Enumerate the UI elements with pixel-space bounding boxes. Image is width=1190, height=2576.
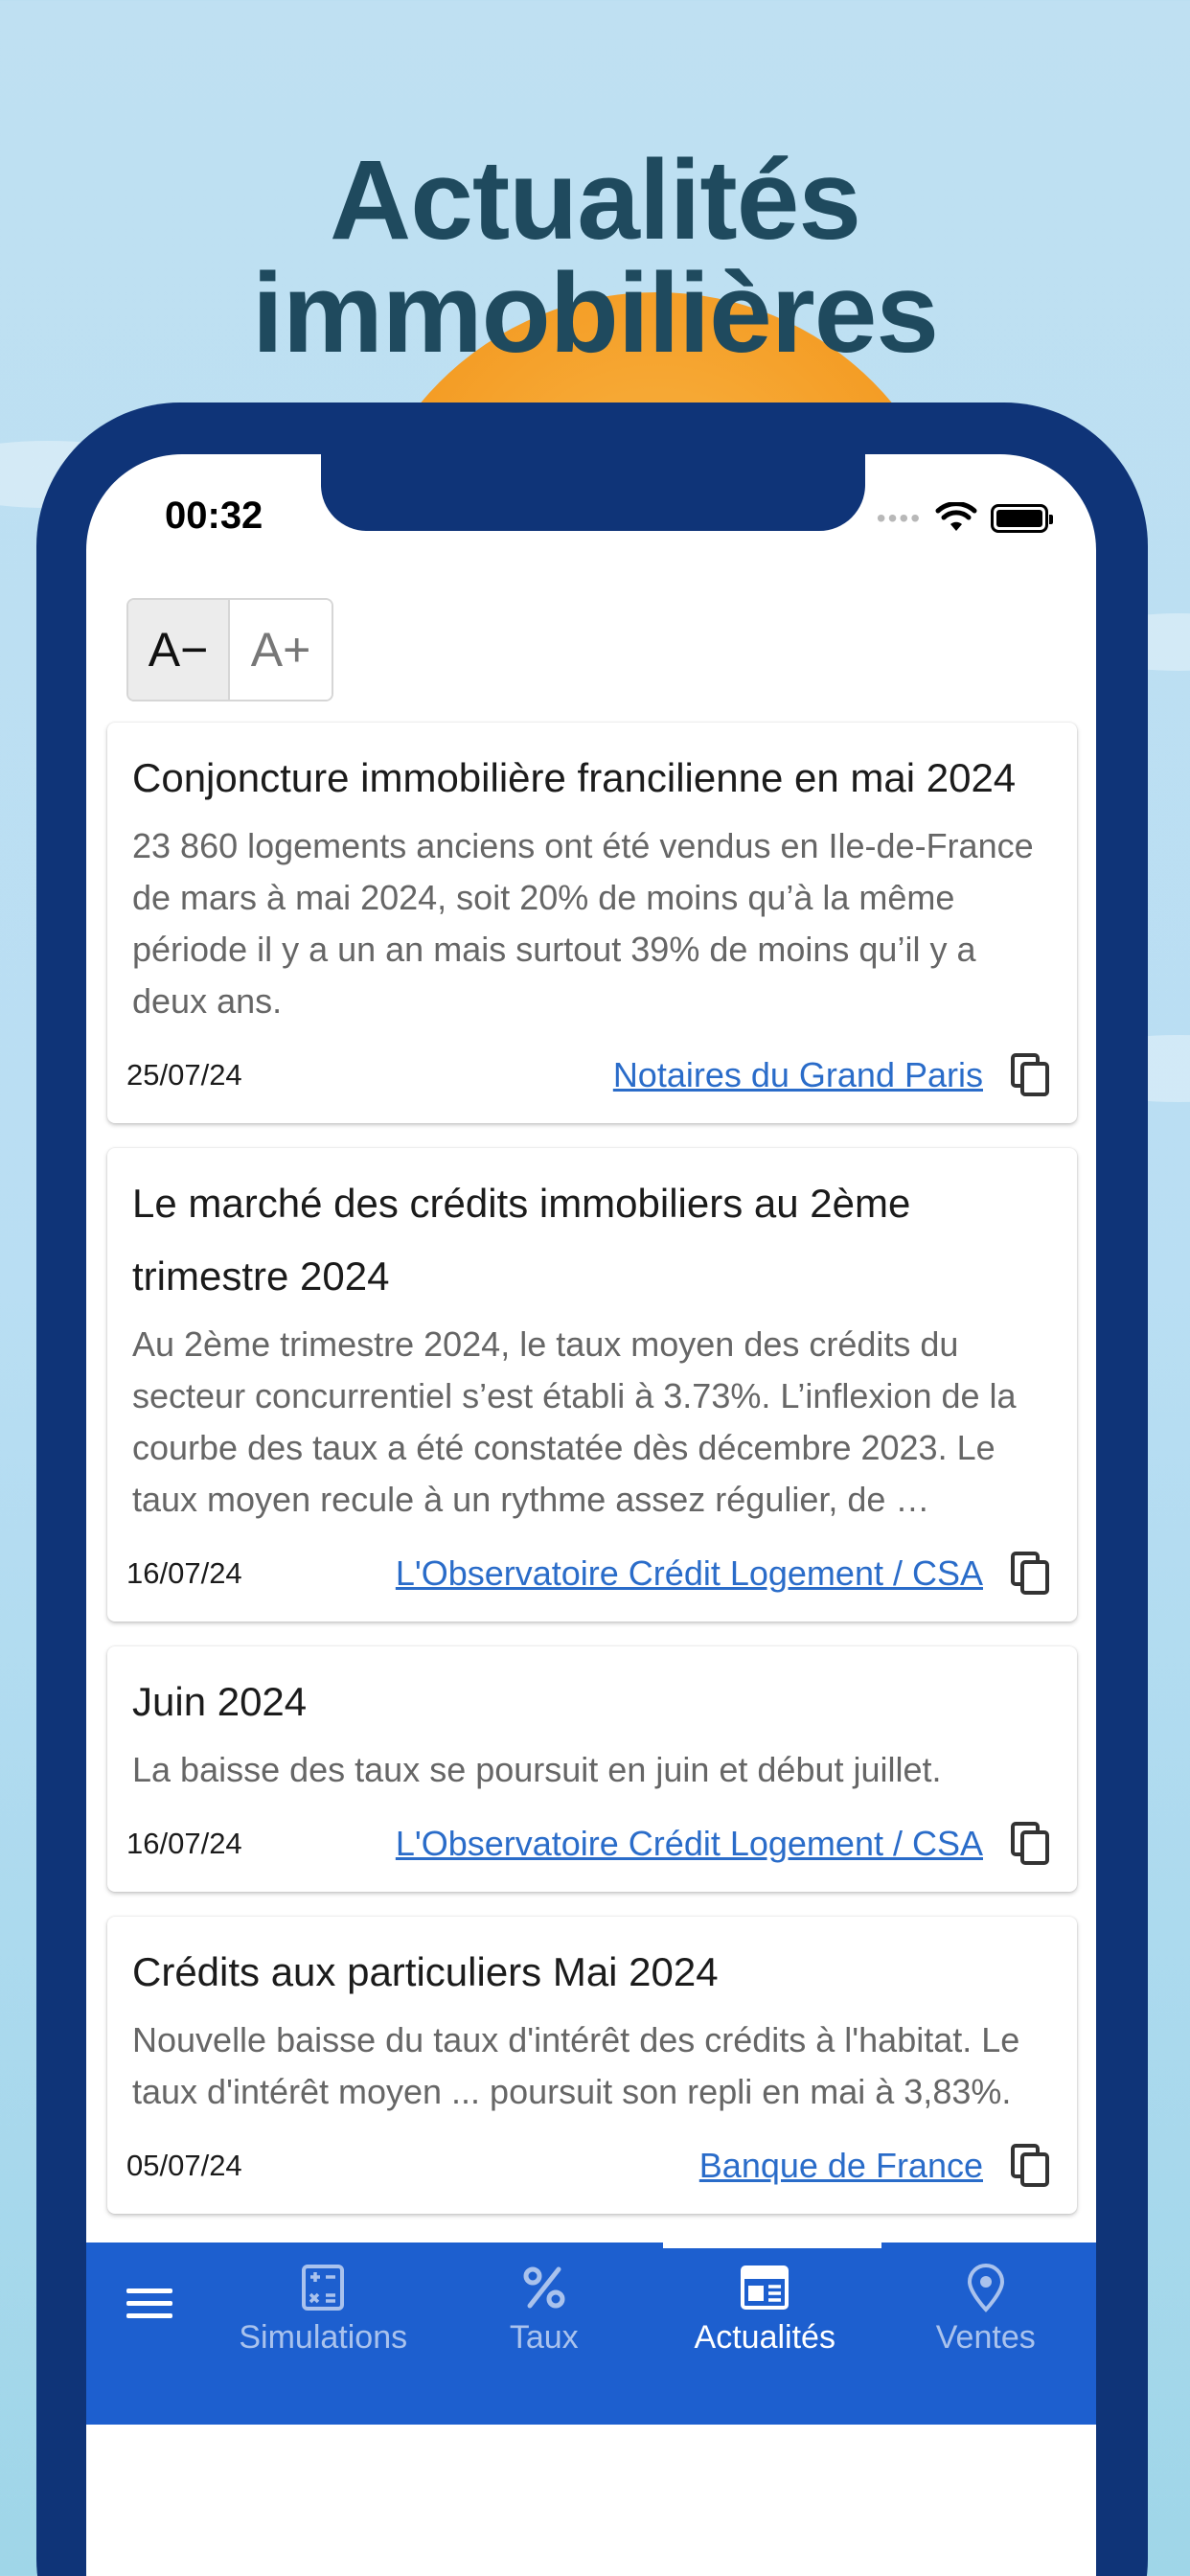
bottom-tab-bar — [86, 2242, 1096, 2425]
app-screen — [86, 454, 1096, 2576]
article-card[interactable] — [107, 1917, 1077, 2214]
tab-taux[interactable] — [434, 2242, 655, 2357]
battery-icon — [991, 504, 1048, 533]
promo-headline-line1: Actualités — [330, 137, 860, 264]
active-tab-indicator — [663, 2242, 881, 2248]
copy-icon[interactable] — [1010, 2143, 1052, 2189]
map-pin-icon — [960, 2262, 1012, 2313]
article-summary: 23 860 logements anciens ont été vendus en Ile-de-France de mars à mai 2024, soit 20% de moins qu’à la même période il y a un an mais surtout 39% de moins qu’il y a deux ans. — [132, 826, 1034, 1021]
article-title: Crédits aux particuliers Mai 2024 — [132, 1949, 719, 1994]
tab-actualites[interactable] — [654, 2242, 876, 2357]
article-title: Le marché des crédits immobiliers au 2ème trimestre 2024 — [132, 1181, 911, 1299]
percent-icon — [518, 2262, 570, 2313]
article-source-link[interactable]: L'Observatoire Crédit Logement / CSA — [395, 1824, 983, 1863]
article-source-link[interactable]: Banque de France — [698, 2146, 983, 2185]
tab-label: Actualités — [694, 2319, 835, 2356]
tab-label: Simulations — [239, 2319, 408, 2356]
article-card[interactable] — [107, 1148, 1077, 1622]
tab-label: Ventes — [935, 2319, 1036, 2356]
article-summary: Au 2ème trimestre 2024, le taux moyen des crédits du secteur concurrentiel s’est établi à 3.73%. L’inflexion de la courbe des taux a été constatée dès décembre 2023. Le taux moyen recule à un rythme assez régulier, de … — [132, 1324, 1017, 1519]
article-date: 16/07/24 — [126, 1556, 242, 1590]
article-footer — [126, 1027, 1052, 1123]
increase-font-button[interactable]: A+ — [230, 600, 332, 700]
article-source-group — [396, 1821, 1052, 1867]
copy-icon[interactable] — [1010, 1052, 1052, 1098]
news-feed — [107, 723, 1077, 2239]
font-size-controls — [126, 598, 333, 702]
article-title: Juin 2024 — [132, 1679, 308, 1724]
article-summary: Nouvelle baisse du taux d'intérêt des crédits à l'habitat. Le taux d'intérêt moyen ... poursuit son repli en mai à 3,83%. — [132, 2020, 1020, 2111]
article-date: 25/07/24 — [126, 1058, 242, 1092]
copy-icon[interactable] — [1010, 1551, 1052, 1597]
status-time: 00:32 — [165, 494, 263, 537]
article-date: 05/07/24 — [126, 2149, 242, 2182]
newspaper-icon — [739, 2262, 790, 2313]
copy-icon[interactable] — [1010, 1821, 1052, 1867]
tab-ventes[interactable] — [876, 2242, 1097, 2357]
tab-label: Taux — [509, 2319, 579, 2356]
article-source-link[interactable]: Notaires du Grand Paris — [612, 1055, 983, 1094]
promo-headline — [0, 137, 1190, 377]
status-indicators — [877, 502, 1048, 535]
article-footer — [126, 1526, 1052, 1622]
article-source-group — [699, 2143, 1052, 2189]
article-date: 16/07/24 — [126, 1827, 242, 1860]
wifi-icon — [935, 502, 977, 535]
tab-simulations[interactable] — [213, 2242, 434, 2357]
hamburger-menu-icon — [125, 2285, 174, 2323]
article-title: Conjoncture immobilière francilienne en mai 2024 — [132, 755, 1017, 800]
menu-button[interactable] — [86, 2242, 213, 2323]
article-source-group — [613, 1052, 1052, 1098]
article-card[interactable] — [107, 1646, 1077, 1892]
promo-headline-line2: immobilières — [252, 250, 938, 377]
signal-dots-icon: •••• — [876, 503, 922, 533]
article-footer — [126, 1796, 1052, 1892]
phone-notch — [321, 454, 865, 531]
article-footer — [126, 2118, 1052, 2214]
article-summary: La baisse des taux se poursuit en juin et début juillet. — [132, 1750, 942, 1789]
article-card[interactable] — [107, 723, 1077, 1123]
article-source-group — [396, 1551, 1052, 1597]
article-source-link[interactable]: L'Observatoire Crédit Logement / CSA — [395, 1553, 983, 1593]
calculator-icon — [297, 2262, 349, 2313]
decrease-font-button[interactable]: A− — [128, 600, 230, 700]
